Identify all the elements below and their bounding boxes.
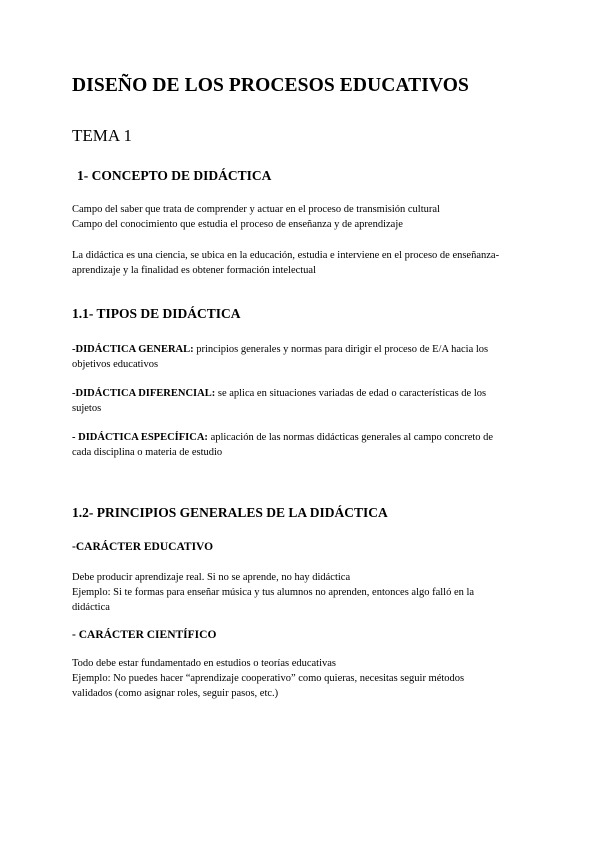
section-heading-tipos: 1.1- TIPOS DE DIDÁCTICA: [72, 306, 241, 321]
definition-text-cont: objetivos educativos: [72, 359, 159, 370]
definition-item-diferencial: [72, 386, 486, 402]
paragraph-line: Ejemplo: No puedes hacer “aprendizaje cooperativo” como quieras, necesitas seguir métodos: [72, 673, 465, 684]
paragraph-line: La didáctica es una ciencia, se ubica en la educación, estudia e interviene en el proceso de enseñanza-: [72, 250, 500, 261]
section-heading-principios: 1.2- PRINCIPIOS GENERALES DE LA DIDÁCTICA: [72, 505, 388, 520]
definition-term: - DIDÁCTICA ESPECÍFICA:: [72, 432, 208, 443]
definition-text: aplicación de las normas didácticas generales al campo concreto de: [207, 432, 494, 443]
definition-text: se aplica en situaciones variadas de edad o características de los: [215, 388, 487, 399]
definition-text: principios generales y normas para dirigir el proceso de E/A hacia los: [193, 344, 489, 355]
paragraph-line: validados (como asignar roles, seguir pasos, etc.): [72, 688, 279, 699]
paragraph-line: Campo del saber que trata de comprender y actuar en el proceso de transmisión cultural: [72, 204, 440, 215]
paragraph-line: Campo del conocimiento que estudia el proceso de enseñanza y de aprendizaje: [72, 219, 403, 230]
definition-text-cont: cada disciplina o materia de estudio: [72, 447, 223, 458]
definition-term: -DIDÁCTICA DIFERENCIAL:: [72, 388, 216, 399]
tema-heading: TEMA 1: [72, 126, 132, 145]
paragraph-line: Ejemplo: Si te formas para enseñar música y tus alumnos no aprenden, entonces algo falló en la: [72, 587, 475, 598]
subsection-heading-educativo: -CARÁCTER EDUCATIVO: [72, 541, 214, 553]
subsection-heading-cientifico: - CARÁCTER CIENTÍFICO: [72, 629, 217, 641]
definition-item-general: [72, 342, 488, 358]
paragraph-line: didáctica: [72, 602, 110, 613]
section-heading-concepto: 1- CONCEPTO DE DIDÁCTICA: [77, 168, 272, 183]
definition-term: -DIDÁCTICA GENERAL:: [72, 344, 194, 355]
paragraph-line: Debe producir aprendizaje real. Si no se aprende, no hay didáctica: [72, 572, 351, 583]
definition-text-cont: sujetos: [72, 403, 102, 414]
document-title: DISEÑO DE LOS PROCESOS EDUCATIVOS: [72, 75, 469, 96]
paragraph-line: aprendizaje y la finalidad es obtener formación intelectual: [72, 265, 317, 276]
paragraph-line: Todo debe estar fundamentado en estudios o teorías educativas: [72, 658, 337, 669]
definition-item-especifica: [72, 430, 493, 446]
